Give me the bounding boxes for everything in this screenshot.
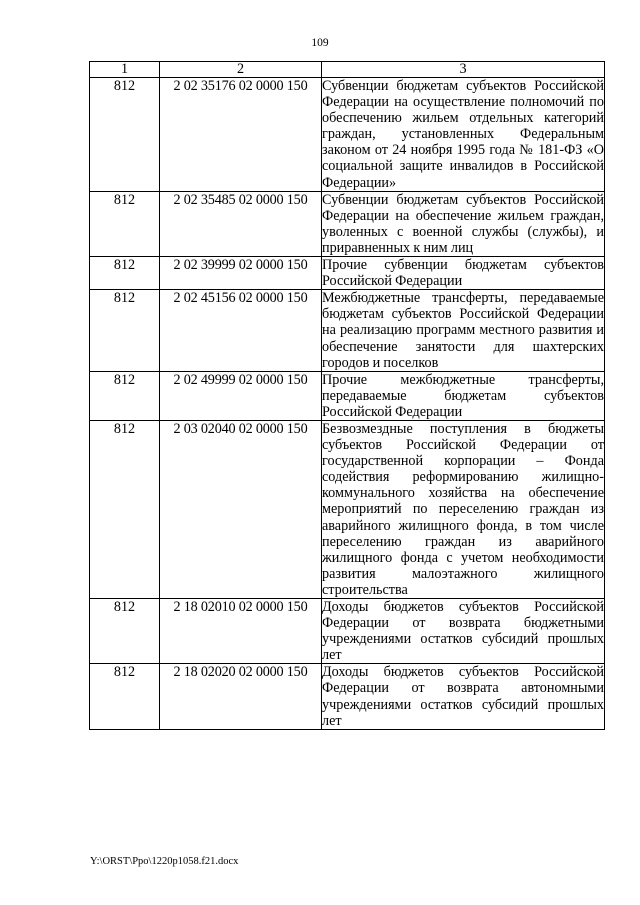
admin-code-cell: 812 <box>90 78 160 192</box>
description-cell: Субвенции бюджетам субъектов Российской Федерации на осуществление полномочий по обеспечению жильем отдельных категорий граждан, установленных Федеральным законом от 24 ноября 1995 года № 181-ФЗ «О социальной защите инвалидов в Российской Федерации» <box>322 78 604 191</box>
admin-code-cell: 812 <box>90 420 160 598</box>
admin-code-cell: 812 <box>90 257 160 290</box>
table-row <box>90 78 605 192</box>
column-header-1: 1 <box>90 62 160 78</box>
table-row <box>90 191 605 256</box>
admin-code-cell: 812 <box>90 664 160 729</box>
table-header-row <box>90 62 605 78</box>
budget-code-cell: 2 18 02010 02 0000 150 <box>160 599 322 664</box>
description-cell: Доходы бюджетов субъектов Российской Федерации от возврата бюджетными учреждениями остатков субсидий прошлых лет <box>322 599 604 664</box>
budget-code-cell: 2 02 39999 02 0000 150 <box>160 257 322 290</box>
column-header-2: 2 <box>160 62 322 78</box>
budget-code-cell: 2 02 35176 02 0000 150 <box>160 78 322 192</box>
admin-code-cell: 812 <box>90 371 160 420</box>
column-header-3: 3 <box>322 62 605 78</box>
admin-code-cell: 812 <box>90 599 160 664</box>
document-file-path: Y:\ORST\Ppo\1220p1058.f21.docx <box>90 856 239 867</box>
description-cell: Субвенции бюджетам субъектов Российской Федерации на обеспечение жильем граждан, уволенных с военной службы (службы), и приравненных к ним лиц <box>322 191 604 256</box>
table-row <box>90 290 605 371</box>
budget-code-cell: 2 03 02040 02 0000 150 <box>160 420 322 598</box>
description-cell: Прочие межбюджетные трансферты, передаваемые бюджетам субъектов Российской Федерации <box>322 371 604 420</box>
table-row <box>90 257 605 290</box>
budget-code-cell: 2 02 45156 02 0000 150 <box>160 290 322 371</box>
description-cell: Безвозмездные поступления в бюджеты субъектов Российской Федерации от государственной корпорации – Фонда содействия реформированию жилищно-коммунального хозяйства на обеспечение мероприятий по переселению граждан из аварийного жилищного фонда, в том числе переселению граждан из аварийного жилищного фонда с учетом необходимости развития малоэтажного жилищного строительства <box>322 420 604 598</box>
revenue-codes-table <box>89 61 605 730</box>
table-row <box>90 420 605 598</box>
budget-code-cell: 2 02 35485 02 0000 150 <box>160 191 322 256</box>
budget-code-cell: 2 02 49999 02 0000 150 <box>160 371 322 420</box>
table-row <box>90 371 605 420</box>
admin-code-cell: 812 <box>90 191 160 256</box>
page-number: 109 <box>311 37 329 49</box>
table-row <box>90 664 605 729</box>
description-cell: Прочие субвенции бюджетам субъектов Российской Федерации <box>322 257 604 290</box>
budget-code-cell: 2 18 02020 02 0000 150 <box>160 664 322 729</box>
description-cell: Доходы бюджетов субъектов Российской Федерации от возврата автономными учреждениями остатков субсидий прошлых лет <box>322 664 604 729</box>
table-row <box>90 599 605 664</box>
admin-code-cell: 812 <box>90 290 160 371</box>
description-cell: Межбюджетные трансферты, передаваемые бюджетам субъектов Российской Федерации на реализацию программ местного развития и обеспечение занятости для шахтерских городов и поселков <box>322 290 604 371</box>
